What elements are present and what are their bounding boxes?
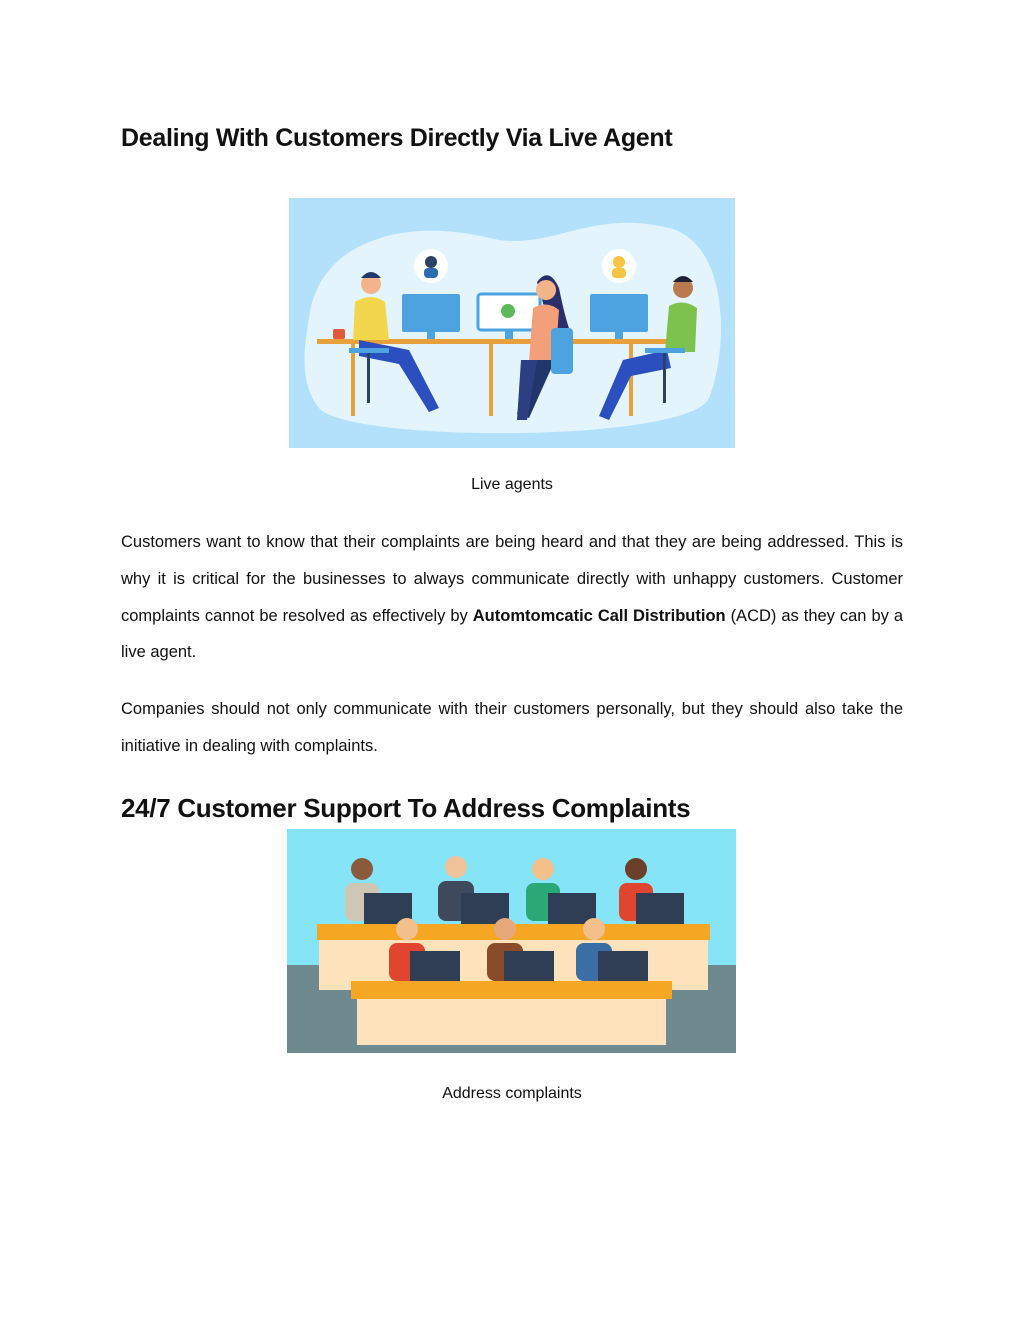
bold-term-acd: Automtomcatic Call Distribution	[472, 606, 726, 625]
figure-caption-live-agents: Live agents	[471, 476, 553, 493]
live-agents-illustration	[289, 198, 735, 448]
section-heading-live-agent: Dealing With Customers Directly Via Live Agent	[121, 124, 673, 152]
paragraph-text-end: (ACD) as they can by a live agent.	[121, 606, 904, 662]
agent-avatar-bubble-left	[414, 249, 448, 283]
agent-avatar-bubble-right	[602, 249, 636, 283]
paragraph-customer-complaints	[121, 524, 903, 671]
paragraph-take-initiative: Companies should not only communicate with their customers personally, but they should also take the initiative in dealing with complaints.	[121, 700, 903, 755]
figure-caption-address-complaints: Address complaints	[442, 1085, 582, 1102]
call-center-team-illustration	[287, 829, 736, 1053]
front-row-monitors	[410, 951, 648, 983]
section-heading-24-7-support: 24/7 Customer Support To Address Complaints	[121, 793, 691, 823]
paragraph-text: Customers want to know that their complaints are being heard and that they are being addressed. This is why it is critical for the businesses to always communicate directly with unhappy customers. Customer complaints cannot be resolved as effectively by	[121, 533, 903, 625]
